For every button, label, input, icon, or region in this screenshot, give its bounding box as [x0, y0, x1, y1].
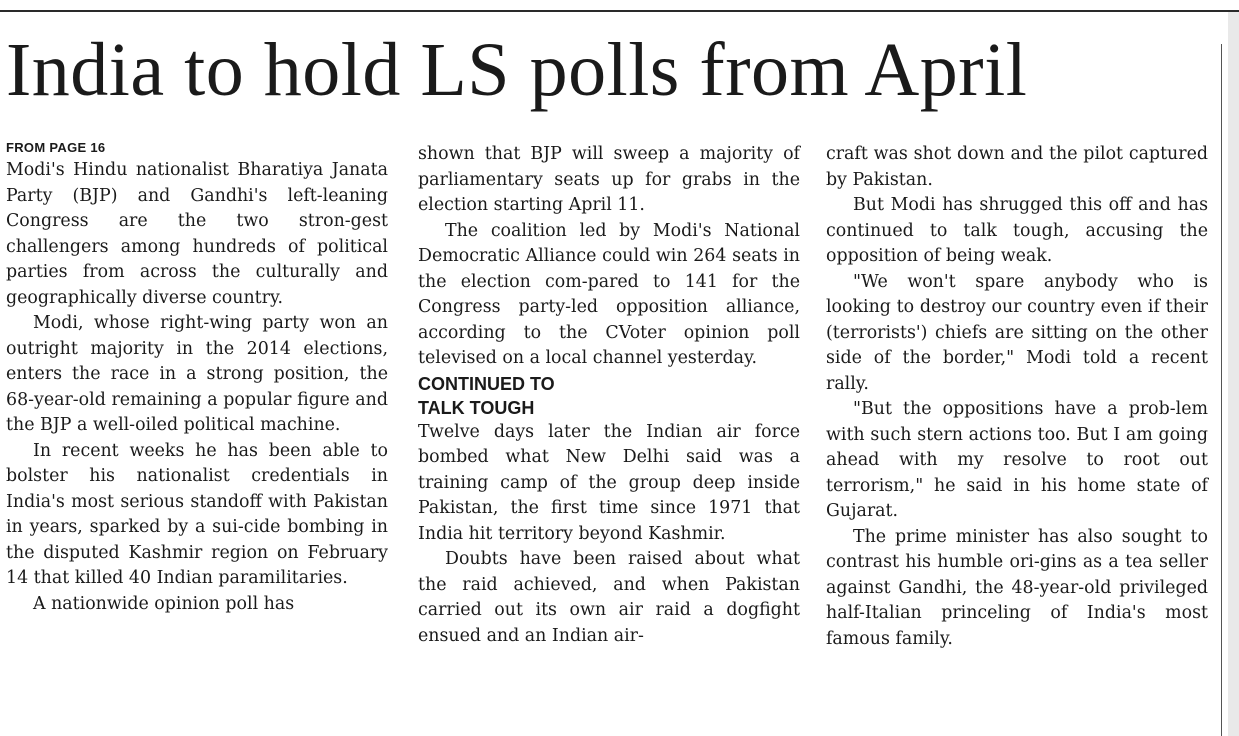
- subheading: [418, 372, 800, 420]
- article-column-3: [826, 142, 1208, 652]
- adjacent-page-edge: [1228, 12, 1239, 736]
- paragraph: shown that BJP will sweep a majority of parliamentary seats up for grabs in the election starting April 11.: [418, 144, 800, 215]
- paragraph: But Modi has shrugged this off and has continued to talk tough, accusing the opposition of being weak.: [826, 195, 1208, 266]
- continued-from-kicker: FROM PAGE 16: [6, 140, 106, 155]
- subheading-line-1: CONTINUED TO: [418, 373, 555, 394]
- paragraph: Doubts have been raised about what the raid achieved, and when Pakistan carried out its own air raid a dogfight ensued and an Indian air-: [418, 549, 800, 646]
- article-column-1: [6, 138, 388, 617]
- paragraph: craft was shot down and the pilot captured by Pakistan.: [826, 144, 1208, 190]
- paragraph: "We won't spare anybody who is looking to destroy our country even if their (terrorists') chiefs are sitting on the other side of the border," Modi told a recent rally.: [826, 271, 1208, 394]
- paragraph: Twelve days later the Indian air force bombed what New Delhi said was a training camp of the group deep inside Pakistan, the first time since 1971 that India hit territory beyond Kashmir.: [418, 421, 800, 544]
- article-column-2: [418, 142, 800, 649]
- paragraph: The coalition led by Modi's National Democratic Alliance could win 264 seats in the election com-pared to 141 for the Congress party-led opposition alliance, according to the CVoter opinion poll televised on a local channel yesterday.: [418, 220, 800, 368]
- article-headline: India to hold LS polls from April: [6, 28, 1028, 112]
- top-rule: [0, 10, 1239, 12]
- paragraph: A nationwide opinion poll has: [33, 593, 295, 614]
- column-divider-rule: [1221, 44, 1222, 736]
- paragraph: In recent weeks he has been able to bolster his nationalist credentials in India's most serious standoff with Pakistan in years, sparked by a sui-cide bombing in the disputed Kashmir region on February 14 that killed 40 Indian paramilitaries.: [6, 440, 388, 588]
- paragraph: The prime minister has also sought to contrast his humble ori-gins as a tea seller against Gandhi, the 48-year-old privileged half-Italian princeling of India's most famous family.: [826, 526, 1208, 649]
- paragraph: Modi, whose right-wing party won an outright majority in the 2014 elections, enters the race in a strong position, the 68-year-old remaining a popular figure and the BJP a well-oiled political machine.: [6, 313, 388, 435]
- subheading-line-2: TALK TOUGH: [418, 397, 535, 418]
- paragraph: Modi's Hindu nationalist Bharatiya Janata Party (BJP) and Gandhi's left-leaning Congress are the two stron-gest challengers among hundreds of political parties from across the culturally and geographically diverse country.: [6, 160, 388, 308]
- paragraph: "But the oppositions have a prob-lem with such stern actions too. But I am going ahead with my resolve to root out terrorism," he said in his home state of Gujarat.: [826, 399, 1208, 521]
